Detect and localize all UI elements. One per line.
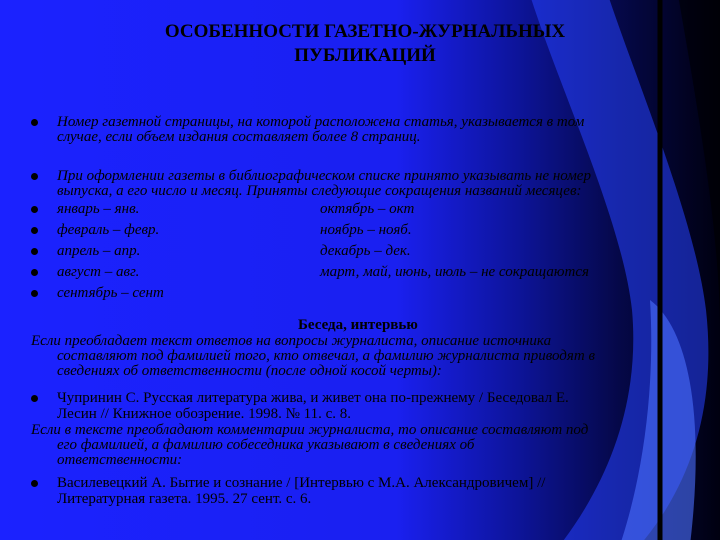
para2-line-1: Если в тексте преобладают комментарии журналиста, то описание составляют под xyxy=(31,422,589,438)
month-right-1: октябрь – окт xyxy=(320,201,415,217)
bullet-icon xyxy=(31,480,38,487)
bullet-icon xyxy=(31,206,38,213)
month-left-3: апрель – апр. xyxy=(57,243,141,259)
title-line-1: ОСОБЕННОСТИ ГАЗЕТНО-ЖУРНАЛЬНЫХ xyxy=(164,21,566,42)
para1-line-3: сведениях об ответственности (после одной косой черты): xyxy=(57,363,442,379)
month-right-3: декабрь – дек. xyxy=(320,243,411,259)
month-left-5: сентябрь – сент xyxy=(57,285,164,301)
example2-line-1: Василевецкий А. Бытие и сознание / [Интервью с М.А. Александровичем] // xyxy=(57,475,546,491)
month-right-2: ноябрь – нояб. xyxy=(320,222,412,238)
bullet-icon xyxy=(31,290,38,297)
para2-line-3: ответственности: xyxy=(57,452,183,468)
bullet1-line-2: случае, если объем издания составляет более 8 страниц. xyxy=(57,129,421,145)
example2-line-2: Литературная газета. 1995. 27 сент. с. 6. xyxy=(57,491,312,507)
month-right-4: март, май, июнь, июль – не сокращаются xyxy=(320,264,589,280)
bullet-icon xyxy=(31,173,38,180)
title-line-2: ПУБЛИКАЦИЙ xyxy=(294,45,436,66)
bullet-icon xyxy=(31,248,38,255)
para2-line-2: его фамилией, а фамилию собеседника указывают в сведениях об xyxy=(57,437,475,453)
example1-line-2: Лесин // Книжное обозрение. 1998. № 11. с. 8. xyxy=(57,406,352,422)
para1-line-2: составляют под фамилией того, кто отвечал, а фамилию журналиста приводят в xyxy=(57,348,595,364)
para1-line-1: Если преобладает текст ответов на вопросы журналиста, описание источника xyxy=(31,333,552,349)
bullet-icon xyxy=(31,119,38,126)
month-left-1: январь – янв. xyxy=(57,201,140,217)
month-left-4: август – авг. xyxy=(57,264,140,280)
bullet2-line-2: выпуска, а его число и месяц. Приняты следующие сокращения названий месяцев: xyxy=(57,183,582,199)
bullet-icon xyxy=(31,269,38,276)
bullet-icon xyxy=(31,227,38,234)
bullet1-line-1: Номер газетной страницы, на которой расположена статья, указывается в том xyxy=(57,114,585,130)
bullet2-line-1: При оформлении газеты в библиографическом списке принято указывать не номер xyxy=(57,168,591,184)
bullet-icon xyxy=(31,395,38,402)
page-title xyxy=(90,20,640,68)
example1-line-1: Чупринин С. Русская литература жива, и живет она по-прежнему / Беседовал Е. xyxy=(57,390,569,406)
subheading: Беседа, интервью xyxy=(298,317,418,333)
month-left-2: февраль – февр. xyxy=(57,222,160,238)
